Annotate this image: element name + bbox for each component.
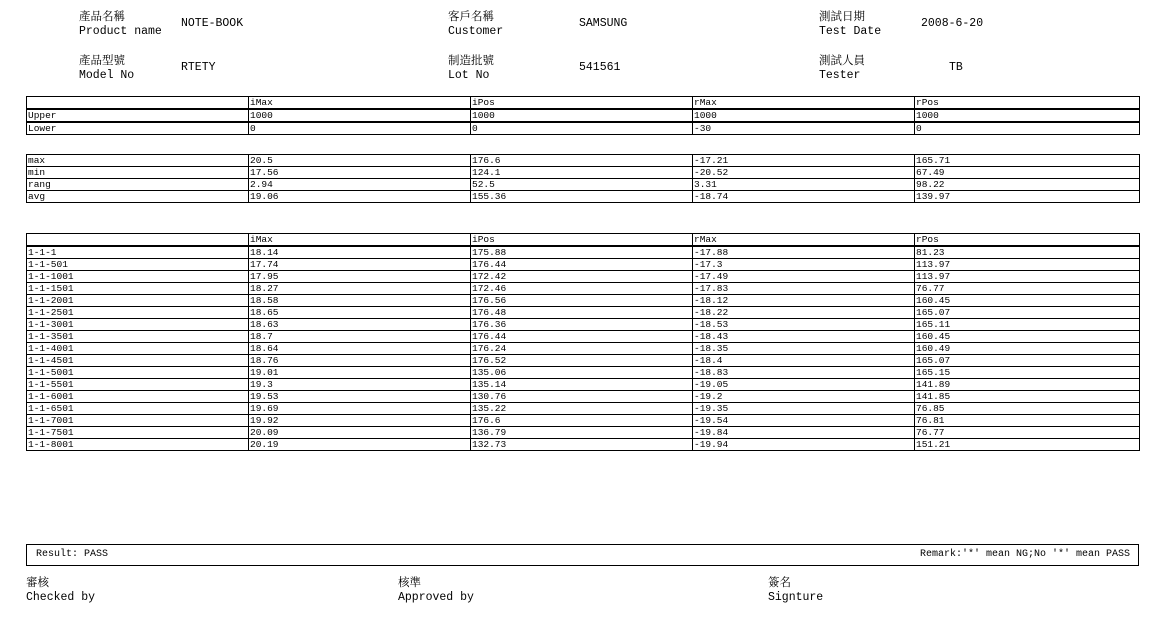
table-cell: -19.54 [693,415,915,427]
table-cell: 18.65 [249,307,471,319]
table-cell: 136.79 [471,427,693,439]
table-cell: -18.74 [693,191,915,203]
table-cell: 98.22 [915,179,1140,191]
column-header: rPos [915,97,1140,110]
row-label: max [27,155,249,167]
table-cell: 135.22 [471,403,693,415]
column-header: iMax [249,234,471,247]
signature-label [768,575,823,605]
table-row [27,427,1140,439]
approved-by-label-zh: 核準 [398,575,421,589]
tester-label [819,53,865,83]
table-cell: 3.31 [693,179,915,191]
column-header: iMax [249,97,471,110]
table-cell: 18.63 [249,319,471,331]
table-cell: 19.01 [249,367,471,379]
test-date-label-en: Test Date [819,25,882,38]
table-cell: 52.5 [471,179,693,191]
row-label: 1-1-3001 [27,319,249,331]
table-cell: 165.07 [915,307,1140,319]
model-no-label [79,53,134,83]
table-cell: 20.19 [249,439,471,451]
column-header [27,234,249,247]
limits-table [26,96,1140,135]
table-cell: 18.64 [249,343,471,355]
row-label: 1-1-501 [27,259,249,271]
row-label: 1-1-1001 [27,271,249,283]
table-cell: 113.97 [915,259,1140,271]
table-cell: -18.12 [693,295,915,307]
column-header: rPos [915,234,1140,247]
table-cell: 160.49 [915,343,1140,355]
table-cell: 113.97 [915,271,1140,283]
table-cell: 176.44 [471,331,693,343]
table-row [27,331,1140,343]
table-cell: -18.22 [693,307,915,319]
table-cell: 17.56 [249,167,471,179]
customer-label [448,9,503,39]
table-cell: 155.36 [471,191,693,203]
lot-no-label [448,53,494,83]
model-no-value: RTETY [181,61,216,74]
approved-by-label-en: Approved by [398,591,474,604]
table-cell: 18.58 [249,295,471,307]
table-row [27,109,1140,122]
table-cell: 172.46 [471,283,693,295]
row-label: 1-1-1501 [27,283,249,295]
table-cell: 17.74 [249,259,471,271]
table-cell: 151.21 [915,439,1140,451]
table-cell: 135.14 [471,379,693,391]
table-cell: 165.07 [915,355,1140,367]
table-cell: 2.94 [249,179,471,191]
row-label: 1-1-7501 [27,427,249,439]
table-cell: 130.76 [471,391,693,403]
table-cell: 1000 [915,109,1140,122]
row-label: 1-1-5001 [27,367,249,379]
checked-by-label [26,575,95,605]
table-cell: 176.6 [471,155,693,167]
table-cell: 135.06 [471,367,693,379]
table-cell: 165.11 [915,319,1140,331]
customer-label-zh: 客戶名稱 [448,9,494,23]
table-cell: 17.95 [249,271,471,283]
table-cell: 132.73 [471,439,693,451]
table-cell: 18.27 [249,283,471,295]
row-label: 1-1-3501 [27,331,249,343]
table-cell: 19.53 [249,391,471,403]
table-row [27,391,1140,403]
table-row [27,319,1140,331]
table-cell: -19.84 [693,427,915,439]
customer-label-en: Customer [448,25,504,38]
row-label: 1-1-2501 [27,307,249,319]
signature-label-zh: 簽名 [768,575,791,589]
test-date-value: 2008-6-20 [921,17,984,30]
table-cell: 19.92 [249,415,471,427]
measurements-table [26,233,1140,451]
table-row [27,179,1140,191]
result-box [26,544,1139,566]
table-row [27,122,1140,135]
table-row [27,246,1140,259]
row-label: 1-1-2001 [27,295,249,307]
table-row [27,259,1140,271]
checked-by-label-en: Checked by [26,591,96,604]
row-label: Upper [27,109,249,122]
table-row [27,379,1140,391]
table-cell: 19.69 [249,403,471,415]
table-cell: -17.49 [693,271,915,283]
table-cell: 176.44 [471,259,693,271]
model-no-label-en: Model No [79,69,135,82]
column-header [27,97,249,110]
table-cell: 176.56 [471,295,693,307]
column-header: rMax [693,97,915,110]
table-cell: -18.53 [693,319,915,331]
table-cell: 176.48 [471,307,693,319]
table-cell: 0 [915,122,1140,135]
table-row [27,415,1140,427]
table-row [27,295,1140,307]
stats-table [26,154,1140,203]
checked-by-label-zh: 審核 [26,575,49,589]
table-cell: 20.5 [249,155,471,167]
tester-value: TB [949,61,963,74]
table-cell: 176.24 [471,343,693,355]
table-cell: 19.06 [249,191,471,203]
table-row [27,439,1140,451]
row-label: 1-1-4501 [27,355,249,367]
table-cell: -30 [693,122,915,135]
lot-no-label-en: Lot No [448,69,490,82]
result-text: Result: PASS [36,549,109,560]
table-row [27,191,1140,203]
model-no-label-zh: 產品型號 [79,53,125,67]
table-cell: 18.7 [249,331,471,343]
row-label: avg [27,191,249,203]
table-row [27,307,1140,319]
table-cell: -19.05 [693,379,915,391]
tester-label-zh: 測試人員 [819,53,865,67]
product-name-label-zh: 產品名稱 [79,9,125,23]
table-cell: 18.76 [249,355,471,367]
customer-value: SAMSUNG [579,17,628,30]
product-name-value: NOTE-BOOK [181,17,244,30]
approved-by-label [398,575,474,605]
row-label: rang [27,179,249,191]
table-cell: 76.85 [915,403,1140,415]
table-cell: -19.94 [693,439,915,451]
column-header: iPos [471,97,693,110]
table-cell: 20.09 [249,427,471,439]
row-label: 1-1-6501 [27,403,249,415]
table-cell: 81.23 [915,246,1140,259]
table-cell: 175.88 [471,246,693,259]
table-cell: 19.3 [249,379,471,391]
table-row [27,343,1140,355]
table-cell: 165.71 [915,155,1140,167]
table-cell: 1000 [693,109,915,122]
row-label: 1-1-7001 [27,415,249,427]
table-cell: 160.45 [915,295,1140,307]
row-label: 1-1-8001 [27,439,249,451]
lot-no-value: 541561 [579,61,621,74]
column-header: iPos [471,234,693,247]
table-cell: -17.83 [693,283,915,295]
table-cell: 160.45 [915,331,1140,343]
table-cell: 1000 [471,109,693,122]
row-label: 1-1-5501 [27,379,249,391]
table-cell: 18.14 [249,246,471,259]
table-cell: 176.52 [471,355,693,367]
product-name-label [79,9,162,39]
table-cell: 139.97 [915,191,1140,203]
row-label: Lower [27,122,249,135]
column-header: rMax [693,234,915,247]
table-cell: -19.2 [693,391,915,403]
table-cell: -20.52 [693,167,915,179]
table-row [27,283,1140,295]
table-row [27,167,1140,179]
result-remark: Remark:'*' mean NG;No '*' mean PASS [919,549,1130,560]
tester-label-en: Tester [819,69,861,82]
table-cell: -18.35 [693,343,915,355]
row-label: 1-1-4001 [27,343,249,355]
table-cell: 76.77 [915,427,1140,439]
table-cell: -17.21 [693,155,915,167]
row-label: 1-1-1 [27,246,249,259]
table-cell: -19.35 [693,403,915,415]
table-row [27,355,1140,367]
table-cell: 141.89 [915,379,1140,391]
table-cell: 1000 [249,109,471,122]
table-row [27,271,1140,283]
limits-header-row [27,97,1140,110]
table-cell: -18.83 [693,367,915,379]
table-cell: 0 [471,122,693,135]
test-date-label-zh: 測試日期 [819,9,865,23]
table-row [27,155,1140,167]
table-row [27,403,1140,415]
table-cell: 165.15 [915,367,1140,379]
table-cell: 67.49 [915,167,1140,179]
table-cell: -18.4 [693,355,915,367]
row-label: min [27,167,249,179]
table-cell: 124.1 [471,167,693,179]
signature-label-en: Signture [768,591,824,604]
table-cell: 176.36 [471,319,693,331]
lot-no-label-zh: 制造批號 [448,53,494,67]
table-cell: 76.81 [915,415,1140,427]
test-date-label [819,9,881,39]
table-cell: 0 [249,122,471,135]
table-cell: 172.42 [471,271,693,283]
table-cell: 141.85 [915,391,1140,403]
row-label: 1-1-6001 [27,391,249,403]
table-cell: -17.88 [693,246,915,259]
table-cell: 76.77 [915,283,1140,295]
table-row [27,367,1140,379]
table-cell: -17.3 [693,259,915,271]
table-cell: -18.43 [693,331,915,343]
table-cell: 176.6 [471,415,693,427]
measurements-header-row [27,234,1140,247]
product-name-label-en: Product name [79,25,162,38]
